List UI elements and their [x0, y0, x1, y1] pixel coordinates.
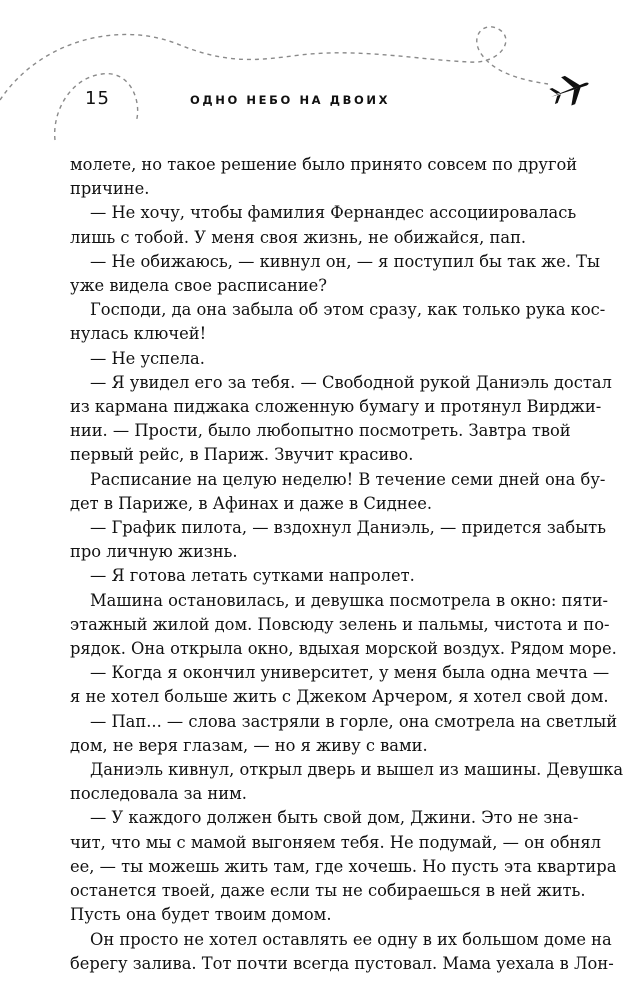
text-line: Машина остановилась, и девушка посмотрела в окно: пяти-: [90, 590, 609, 610]
text-line: нулась ключей!: [70, 324, 207, 344]
text-line: рядок. Она открыла окно, вдыхая морской воздух. Рядом море.: [70, 639, 617, 659]
text-line: — Не хочу, чтобы фамилия Фернандес ассоциировалась: [90, 203, 577, 223]
text-line: чит, что мы с мамой выгоняем тебя. Не подумай, — он обнял: [70, 832, 601, 852]
text-line: Пусть она будет твоим домом.: [70, 905, 332, 925]
text-line: последовала за ним.: [70, 784, 247, 804]
text-line: — Я увидел его за тебя. — Свободной рукой Даниэль достал: [90, 372, 612, 392]
text-line: я не хотел больше жить с Джеком Арчером, я хотел свой дом.: [70, 687, 609, 707]
text-line: первый рейс, в Париж. Звучит красиво.: [70, 445, 414, 465]
page-number: 15: [85, 88, 110, 109]
text-line: берегу залива. Тот почти всегда пустовал. Мама уехала в Лон-: [70, 953, 614, 973]
text-line: молете, но такое решение было принято совсем по другой: [70, 155, 578, 174]
text-line: — График пилота, — вздохнул Даниэль, — придется забыть: [90, 518, 607, 538]
text-line: из кармана пиджака сложенную бумагу и протянул Вирджи-: [70, 397, 602, 417]
text-line: — Когда я окончил университет, у меня была одна мечта —: [90, 663, 610, 683]
running-title: ОДНО НЕБО НА ДВОИХ: [190, 93, 391, 107]
text-line: Он просто не хотел оставлять ее одну в их большом доме на: [90, 929, 612, 949]
text-line: — У каждого должен быть свой дом, Джини. Это не зна-: [90, 808, 579, 828]
text-line: — Не обижаюсь, — кивнул он, — я поступил бы так же. Ты: [90, 251, 600, 271]
text-line: Господи, да она забыла об этом сразу, как только рука кос-: [90, 300, 606, 320]
text-line: — Не успела.: [90, 348, 205, 368]
text-line: дет в Париже, в Афинах и даже в Сиднее.: [70, 493, 433, 513]
text-line: Даниэль кивнул, открыл дверь и вышел из машины. Девушка: [90, 760, 624, 780]
text-line: Расписание на целую неделю! В течение семи дней она бу-: [90, 469, 606, 489]
airplane-icon: [546, 69, 594, 111]
text-line: ее, — ты можешь жить там, где хочешь. Но пусть эта квартира: [70, 856, 617, 876]
text-line: дом, не веря глазам, — но я живу с вами.: [70, 735, 428, 755]
text-line: — Я готова летать сутками напролет.: [90, 566, 415, 586]
dashed-flight-path: [0, 0, 644, 150]
text-line: лишь с тобой. У меня своя жизнь, не обижайся, пап.: [70, 227, 527, 247]
text-line: про личную жизнь.: [70, 542, 238, 562]
text-line: нии. — Прости, было любопытно посмотреть. Завтра твой: [70, 421, 571, 441]
text-line: — Пап... — слова застряли в горле, она смотрела на светлый: [90, 711, 618, 731]
text-line: причине.: [70, 179, 150, 199]
text-line: останется твоей, даже если ты не собираешься в ней жить.: [70, 881, 586, 901]
text-line: уже видела свое расписание?: [70, 276, 328, 296]
body-text: [70, 153, 624, 976]
text-line: этажный жилой дом. Повсюду зелень и пальмы, чистота и по-: [70, 614, 610, 634]
